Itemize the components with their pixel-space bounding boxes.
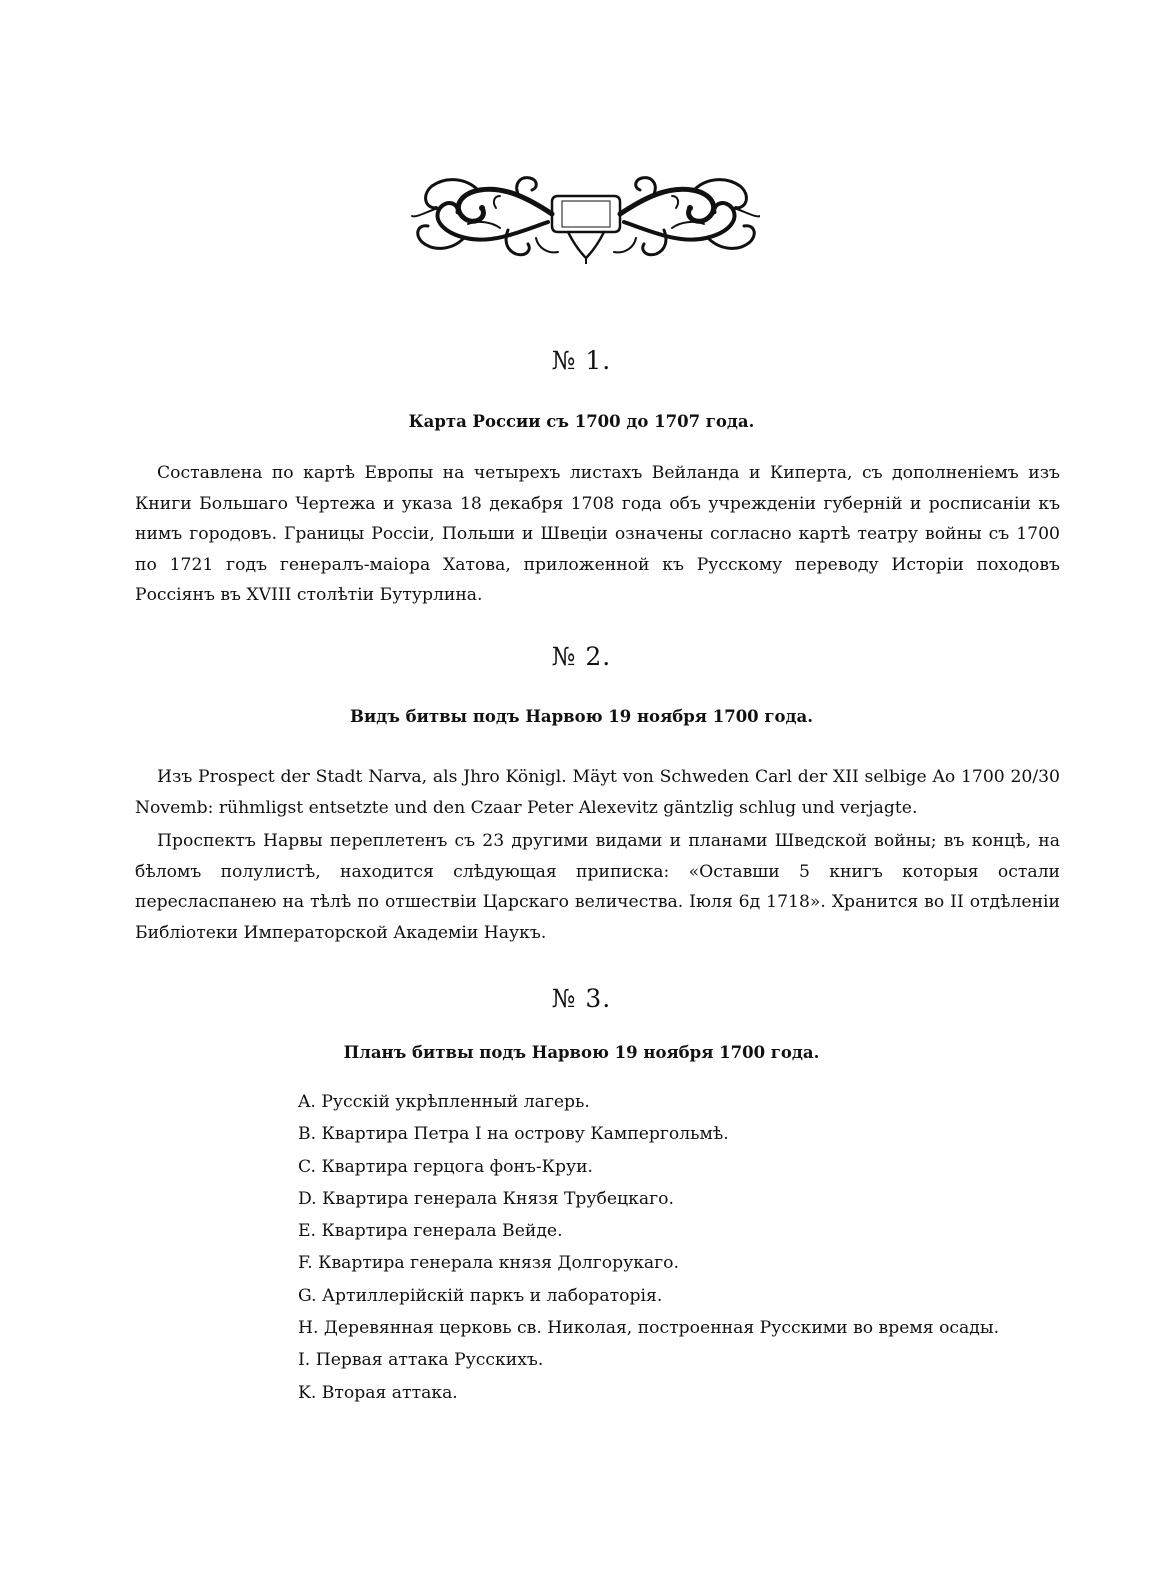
legend-item: H. Деревянная церковь св. Николая, построенная Русскими во время осады. — [298, 1318, 1000, 1339]
section-2-source-paragraph: Изъ Prospect der Stadt Narva, als Jhro Königl. Mäyt von Schweden Carl der XII selbige Ao 1700 20/30 Novemb: rühmligst entsetzte und den Czaar Peter Alexevitz gäntzlig schlug und verjagte. — [135, 767, 1060, 818]
legend-item: E. Квартира генерала Вейде. — [298, 1221, 563, 1242]
section-1-title: Карта России съ 1700 до 1707 года. — [408, 412, 755, 431]
section-1-paragraph: Составлена по картѣ Европы на четырехъ листахъ Вейланда и Киперта, съ дополненіемъ изъ Книги Большаго Чертежа и указа 18 декабря 1708 года объ учрежденіи губерній и росписаніи къ нимъ городовъ. Границы Россіи, Польши и Швеціи означены согласно картѣ театру войны съ 1700 по 1721 годъ генералъ-маіора Хатова, приложенной къ Русскому переводу Исторіи походовъ Россіянъ въ XVIII столѣтіи Бутурлина. — [135, 463, 1060, 605]
legend-item: B. Квартира Петра I на острову Кампергольмѣ. — [298, 1124, 729, 1145]
legend-item: I. Первая аттака Русскихъ. — [298, 1350, 544, 1371]
section-1-number: № 1. — [551, 346, 612, 375]
section-3-title: Планъ битвы подъ Нарвою 19 ноября 1700 года. — [343, 1043, 820, 1062]
legend-item: F. Квартира генерала князя Долгорукаго. — [298, 1253, 679, 1274]
legend-item: C. Квартира герцога фонъ-Круи. — [298, 1156, 593, 1177]
legend-item: K. Вторая аттака. — [298, 1382, 458, 1403]
section-2-note-paragraph: Проспектъ Нарвы переплетенъ съ 23 другими видами и планами Шведской войны; въ концѣ, на бѣломъ полулистѣ, находится слѣдующая приписка: «Оставши 5 книгъ которыя остали пересласпанею на тѣлѣ по отшествіи Царскаго величества. Іюля 6д 1718». Хранится во II отдѣленіи Библіотеки Императорской Академіи Наукъ. — [135, 831, 1060, 943]
plan-legend — [298, 1090, 999, 1413]
section-2-number: № 2. — [551, 642, 612, 671]
legend-item: A. Русскій укрѣпленный лагерь. — [298, 1092, 590, 1112]
decorative-ornament — [408, 168, 760, 264]
legend-item: G. Артиллерійскій паркъ и лабораторія. — [298, 1285, 663, 1306]
section-3-number: № 3. — [551, 984, 612, 1013]
legend-item: D. Квартира генерала Князя Трубецкаго. — [298, 1188, 674, 1209]
section-2-title: Видъ битвы подъ Нарвою 19 ноября 1700 года. — [350, 707, 813, 726]
